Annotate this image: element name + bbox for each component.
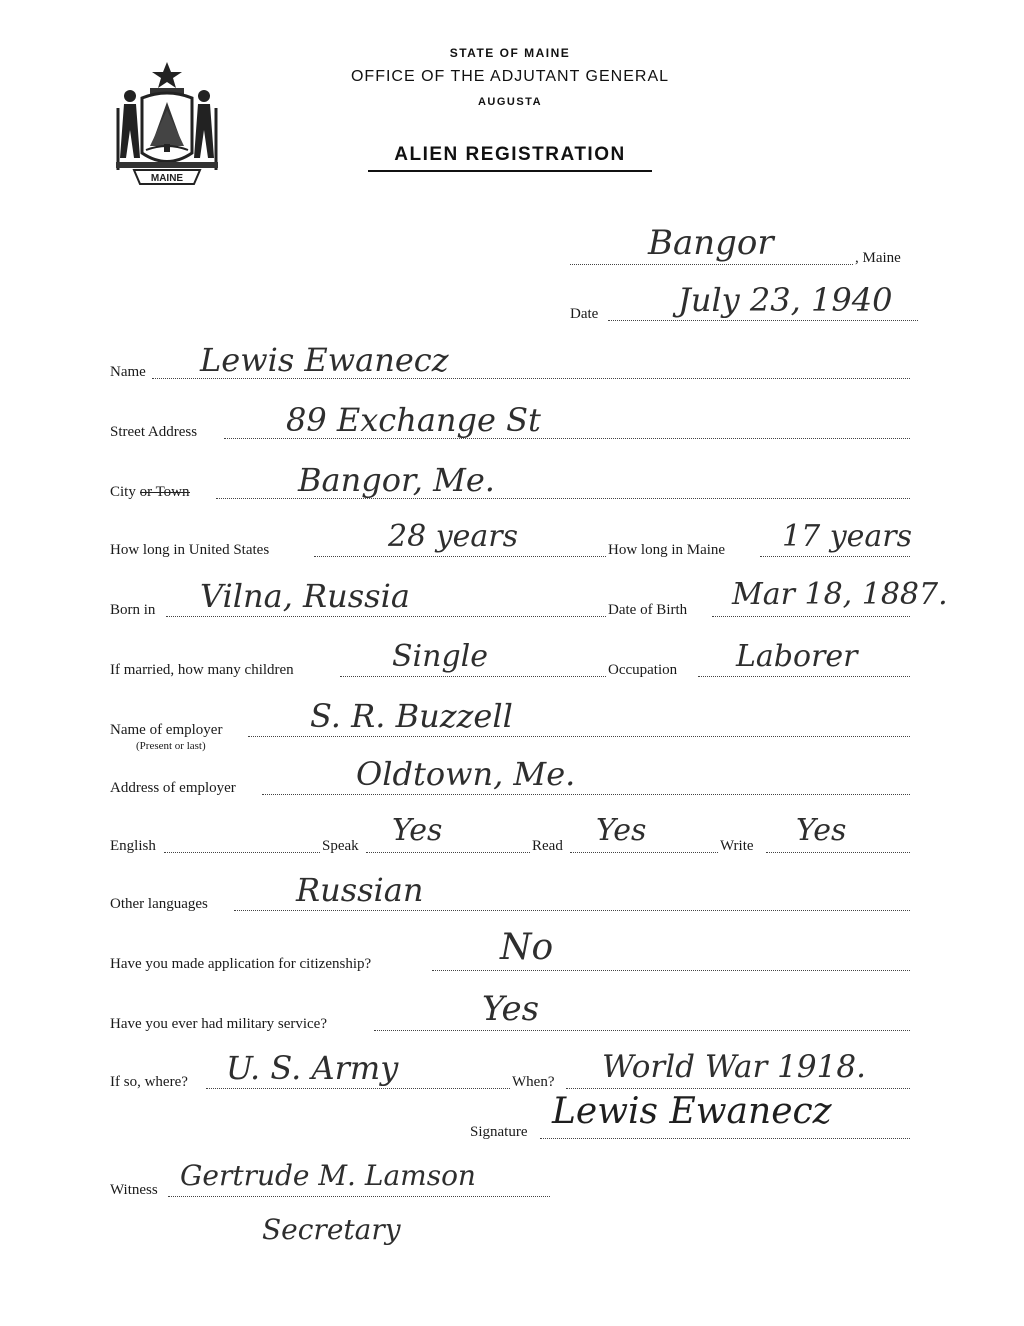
employer-note: (Present or last) (136, 740, 206, 752)
how-long-maine-value: 17 years (782, 519, 913, 554)
city-label (110, 484, 190, 501)
born-in-value: Vilna, Russia (200, 577, 410, 615)
seal-text: MAINE (150, 173, 184, 184)
city-label-prefix: City (110, 484, 140, 500)
english-label: English (110, 838, 156, 854)
employer-address-value: Oldtown, Me. (356, 755, 576, 793)
state-seal-icon (112, 58, 222, 188)
citizenship-line (432, 970, 910, 971)
military-label: Have you ever had military service? (110, 1016, 327, 1032)
other-languages-line (234, 910, 910, 911)
speak-label: Speak (322, 838, 359, 854)
title-underline (368, 170, 652, 172)
english-line (164, 852, 320, 853)
name-label: Name (110, 364, 146, 380)
when-value: World War 1918. (602, 1049, 866, 1085)
signature-label: Signature (470, 1124, 528, 1140)
employer-address-label: Address of employer (110, 780, 236, 796)
when-line (566, 1088, 910, 1089)
witness-line (168, 1196, 550, 1197)
military-value: Yes (482, 989, 540, 1029)
employer-line (248, 736, 910, 737)
witness-label: Witness (110, 1182, 158, 1198)
date-line (608, 320, 918, 321)
read-value: Yes (596, 813, 647, 848)
children-value: Single (392, 639, 489, 674)
how-long-us-value: 28 years (388, 519, 519, 554)
form-title: ALIEN REGISTRATION (394, 144, 626, 165)
other-languages-value: Russian (296, 871, 424, 909)
witness-value: Gertrude M. Lamson (180, 1159, 476, 1192)
read-line (570, 852, 718, 853)
witness-title: Secretary (262, 1213, 401, 1246)
read-label: Read (532, 838, 563, 854)
date-of-birth-label: Date of Birth (608, 602, 688, 618)
when-label: When? (512, 1074, 555, 1090)
date-value: July 23, 1940 (678, 281, 893, 319)
place-value: Bangor (648, 223, 774, 263)
how-long-us-line (314, 556, 606, 557)
occupation-value: Laborer (736, 639, 858, 674)
write-label: Write (720, 838, 754, 854)
date-of-birth-line (712, 616, 910, 617)
born-in-label: Born in (110, 602, 156, 618)
employer-label: Name of employer (110, 722, 223, 738)
write-line (766, 852, 910, 853)
signature-line (540, 1138, 910, 1139)
city-value: Bangor, Me. (298, 461, 495, 499)
born-in-line (166, 616, 606, 617)
street-address-label: Street Address (110, 424, 198, 440)
street-address-value: 89 Exchange St (286, 401, 541, 439)
name-value: Lewis Ewanecz (200, 341, 449, 379)
signature-value: Lewis Ewanecz (552, 1091, 832, 1132)
occupation-line (698, 676, 910, 677)
employer-value: S. R. Buzzell (310, 697, 513, 735)
how-long-maine-label: How long in Maine (608, 542, 726, 558)
speak-line (366, 852, 530, 853)
citizenship-label: Have you made application for citizenship? (110, 956, 372, 972)
where-value: U. S. Army (226, 1049, 399, 1087)
city-label-struck: or Town (139, 484, 190, 500)
maine-label: , Maine (855, 250, 901, 266)
how-long-maine-line (760, 556, 910, 557)
speak-value: Yes (392, 813, 443, 848)
date-label: Date (570, 306, 599, 322)
children-label: If married, how many children (110, 662, 294, 678)
place-line (570, 264, 853, 265)
children-line (340, 676, 606, 677)
header-office: OFFICE OF THE ADJUTANT GENERAL (350, 68, 670, 85)
where-line (206, 1088, 510, 1089)
header-city: AUGUSTA (477, 96, 543, 108)
employer-address-line (262, 794, 910, 795)
occupation-label: Occupation (608, 662, 678, 678)
write-value: Yes (796, 813, 847, 848)
citizenship-value: No (500, 927, 554, 968)
header-state: STATE OF MAINE (449, 46, 571, 60)
military-line (374, 1030, 910, 1031)
how-long-us-label: How long in United States (110, 542, 270, 558)
date-of-birth-value: Mar 18, 1887. (732, 577, 948, 612)
other-languages-label: Other languages (110, 896, 208, 912)
where-label: If so, where? (110, 1074, 188, 1090)
